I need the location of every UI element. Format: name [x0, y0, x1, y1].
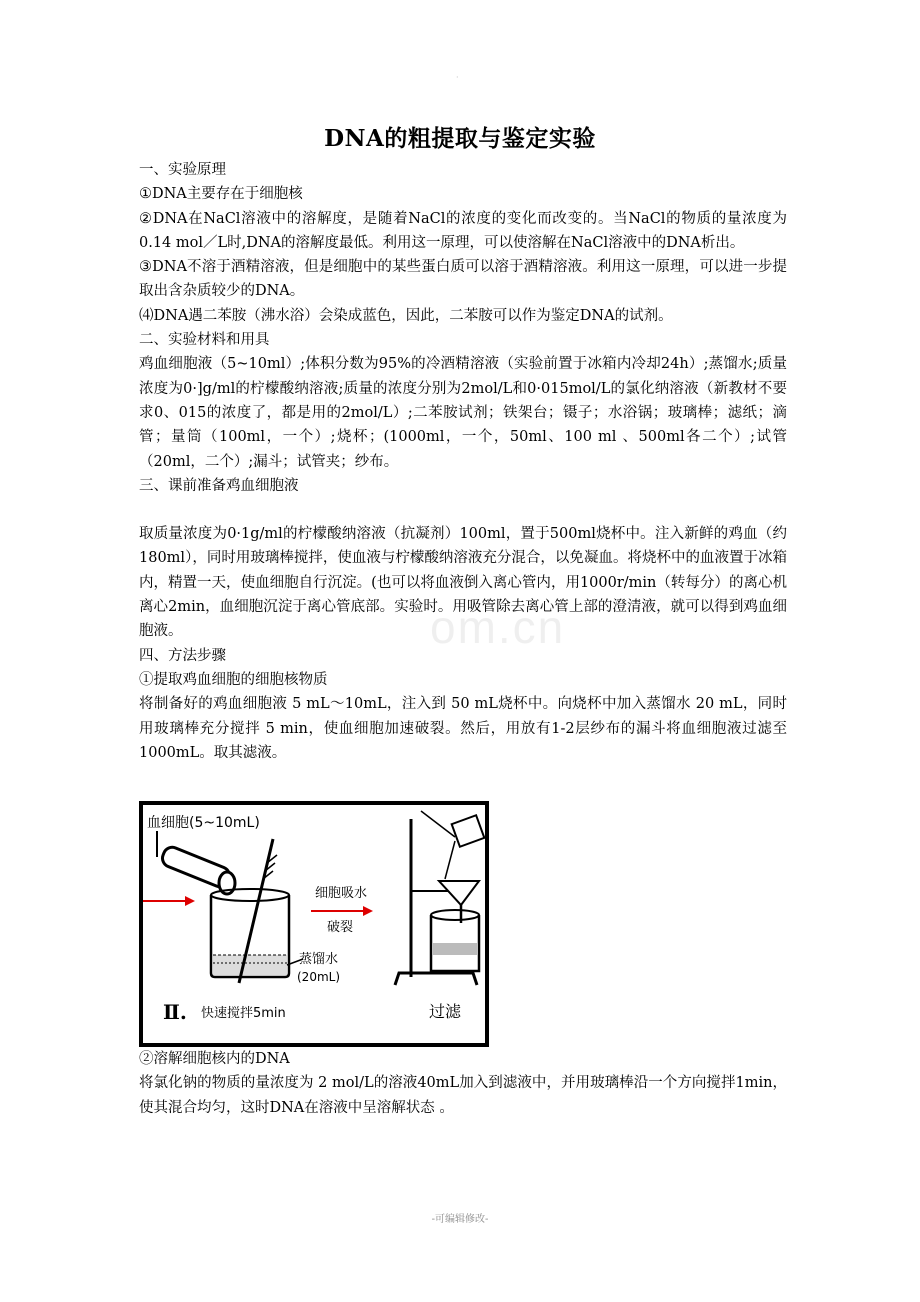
top-mark: ·: [456, 73, 459, 82]
principle-2: ②DNA在NaCl溶液中的溶解度，是随着NaCl的浓度的变化而改变的。当NaCl的物质的量浓度为 0.14 mol／L时,DNA的溶解度最低。利用这一原理，可以使溶解在NaCl溶液中的DNA析出。: [139, 210, 787, 251]
principle-4: ⑷DNA遇二苯胺（沸水浴）会染成蓝色，因此，二苯胺可以作为鉴定DNA的试剂。: [139, 307, 673, 324]
section-heading-principle: 一、实验原理: [139, 162, 226, 178]
pouring-beaker-icon: [421, 811, 484, 879]
materials-text: 鸡血细胞液（5~10ml）;体积分数为95%的冷酒精溶液（实验前置于冰箱内冷却24h）;蒸馏水;质量浓度为0·]g/ml的柠檬酸纳溶液;质量的浓度分别为2mol/L和0·015mol/L的氯化纳溶液（新教材不要求0、015的浓度了，都是用的2mol/L）;二苯胺试剂；铁架台；镊子；水浴锅；玻璃棒；滤纸；滴管；量筒（100ml，一个）;烧杯；(1000ml，一个，50ml、100 ml 、500ml各二个）;试管（20ml，二个）;漏斗；试管夹；纱布。: [139, 356, 787, 470]
section-heading-steps: 四、方法步骤: [139, 647, 226, 664]
step1-text: 将制备好的鸡血细胞液 5 mL～10mL，注入到 50 mL烧杯中。向烧杯中加入蒸馏水 20 mL，同时用玻璃棒充分搅拌 5 min，使血细胞加速破裂。然后，用放有1-2层纱布的漏斗将血细胞液过滤至1000mL。取其滤液。: [139, 696, 787, 761]
experiment-illustration: [143, 805, 485, 1043]
blank-space: [139, 765, 787, 801]
principle-3: ③DNA不溶于酒精溶液，但是细胞中的某些蛋白质可以溶于酒精溶液。利用这一原理，可以进一步提取出含杂质较少的DNA。: [139, 259, 787, 300]
page-title: DNA的粗提取与鉴定实验: [324, 125, 596, 152]
experiment-figure: [139, 801, 489, 1047]
label-water-vol: (20mL): [297, 970, 341, 985]
step2-heading: ②溶解细胞核内的DNA: [139, 1051, 290, 1068]
principle-1: ①DNA主要存在于细胞核: [139, 186, 303, 203]
label-stir: 快速搅拌5min: [201, 1006, 286, 1022]
label-filter: 过滤: [429, 1002, 462, 1022]
funnel-icon: [439, 881, 479, 923]
watermark: om.cn: [430, 601, 566, 653]
test-tube-icon: [160, 845, 235, 894]
label-step-num: Ⅱ.: [163, 1000, 187, 1025]
section-heading-materials: 二、实验材料和用具: [139, 332, 270, 349]
document-body: [139, 158, 787, 1120]
preparation-text: 取质量浓度为0·1g/ml的柠檬酸纳溶液（抗凝剂）100ml，置于500ml烧杯中。注入新鲜的鸡血（约180ml），同时用玻璃棒搅拌，使血液与柠檬酸纳溶液充分混合，以免凝血。将烧杯中的血液置于冰箱内，精置一天，使血细胞自行沉淀。(也可以将血液倒入离心管内，用1000r/min（转每分）的离心机离心2min，血细胞沉淀于离心管底部。实验时。用吸管除去离心管上部的澄清液，就可以得到鸡血细胞液。: [139, 526, 787, 640]
label-water: 蒸馏水: [299, 952, 339, 968]
step1-heading: ①提取鸡血细胞的细胞核物质: [139, 671, 328, 688]
page-footer: -可编辑修改-: [431, 1214, 489, 1225]
blank-line: [139, 498, 787, 522]
red-arrow-middle-icon: [363, 906, 373, 916]
label-absorb: 细胞吸水: [315, 886, 368, 902]
section-heading-preparation: 三、课前准备鸡血细胞液: [139, 477, 299, 494]
step2-text: 将氯化钠的物质的量浓度为 2 mol/L的溶液40mL加入到滤液中，并用玻璃棒沿一个方向搅拌1min，使其混合均匀，这时DNA在溶液中呈溶解状态 。: [139, 1075, 787, 1116]
label-rupture: 破裂: [327, 920, 354, 936]
red-arrow-left-icon: [185, 896, 195, 906]
receiving-beaker-icon: [431, 910, 479, 971]
label-blood: 血细胞(5~10mL): [147, 815, 260, 832]
